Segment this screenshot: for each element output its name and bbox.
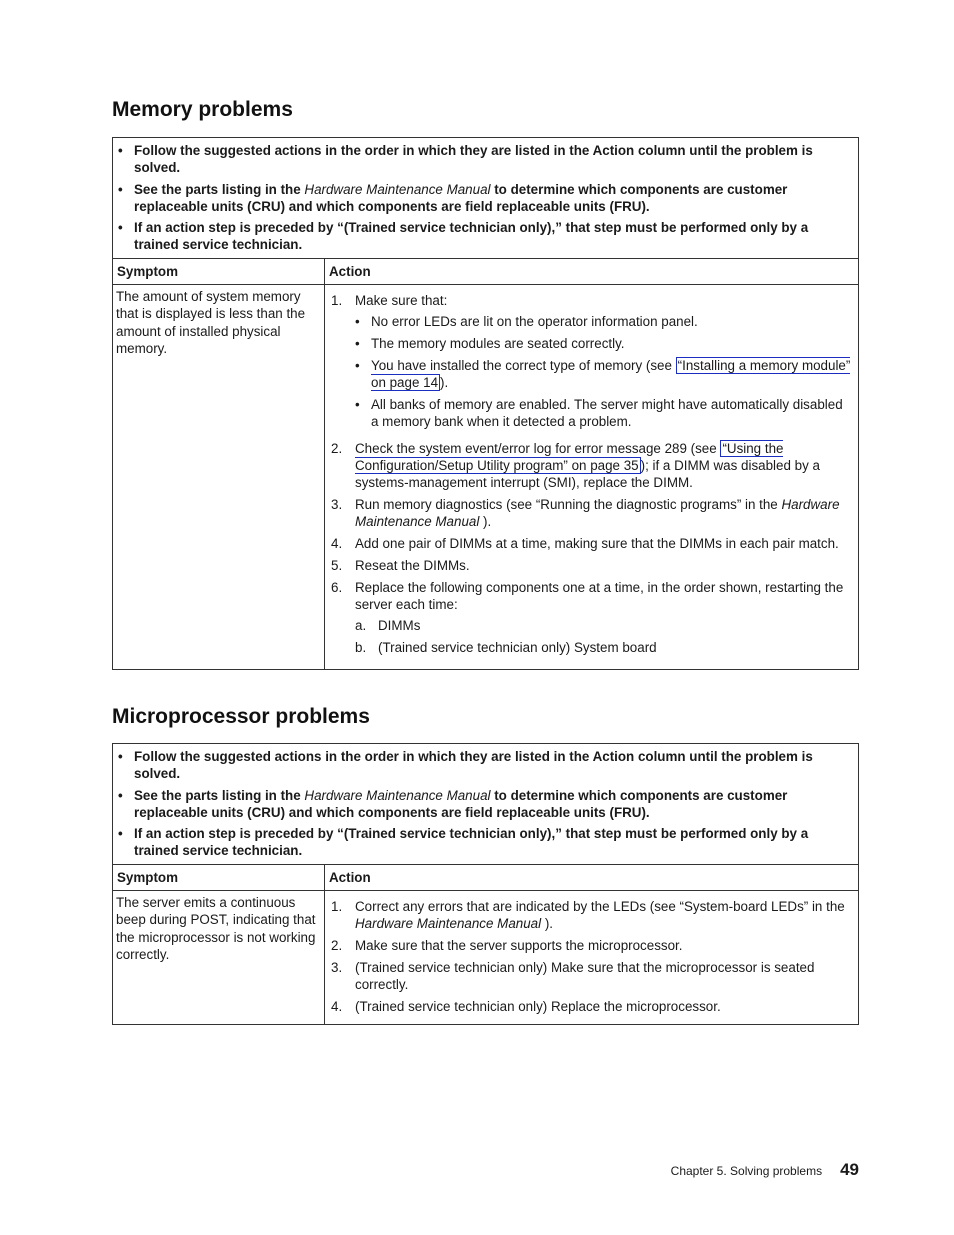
sub-item <box>355 639 852 656</box>
note-text: Follow the suggested actions in the order in which they are listed in the Action column until the problem is solved. <box>134 749 813 782</box>
sub-item-letter: a. <box>355 618 367 634</box>
note-text-post: to determine which components are customer replaceable units (CRU) and which components are field replaceable units (FRU). <box>134 787 788 820</box>
step-number: 1. <box>331 899 343 915</box>
symptom-header: Symptom <box>113 259 325 284</box>
step-text: Make sure that: <box>355 293 448 309</box>
table-row <box>113 891 858 1024</box>
symptom-cell: The amount of system memory that is displayed is less than the amount of installed physical memory. <box>113 285 325 669</box>
sub-item <box>355 313 852 330</box>
note-text-pre: See the parts listing in the <box>134 787 305 803</box>
step-number: 1. <box>331 293 343 309</box>
step-number: 5. <box>331 557 343 573</box>
note-text-pre: See the parts listing in the <box>134 181 305 197</box>
step-number: 2. <box>331 440 343 456</box>
action-header: Action <box>329 869 371 885</box>
manual-title: Hardware Maintenance Manual <box>355 916 542 932</box>
step-5 <box>329 557 852 574</box>
bullet-icon: • <box>118 143 123 158</box>
step-number: 4. <box>331 999 343 1015</box>
text-pre: Correct any errors that are indicated by the LEDs (see “System-board LEDs” in the <box>355 899 845 915</box>
sub-item-text: (Trained service technician only) System board <box>378 640 657 656</box>
microprocessor-note-2 <box>117 787 852 822</box>
bullet-icon: • <box>355 314 360 330</box>
note-text: Follow the suggested actions in the order in which they are listed in the Action column until the problem is solved. <box>134 143 813 176</box>
memory-note-3 <box>117 219 852 254</box>
text-pre: Check the system event/error log for error message 289 (see <box>355 440 721 456</box>
sub-item <box>355 617 852 634</box>
bullet-icon: • <box>355 336 360 352</box>
page-number: 49 <box>840 1160 859 1179</box>
sub-item <box>355 396 852 431</box>
sub-item-letter: b. <box>355 640 367 656</box>
step-text: Make sure that the server supports the microprocessor. <box>355 938 683 954</box>
bullet-icon: • <box>355 357 360 373</box>
action-steps <box>329 898 852 1015</box>
sub-list <box>355 617 852 656</box>
microprocessor-notes <box>113 744 858 865</box>
sub-item <box>355 357 852 392</box>
text-post: ). <box>479 514 492 530</box>
text-pre: Run memory diagnostics (see “Running the diagnostic programs” in the <box>355 497 782 513</box>
memory-note-1 <box>117 142 852 177</box>
table-header-row <box>113 259 858 285</box>
step-text <box>355 440 852 492</box>
step-text <box>355 496 852 531</box>
step-number: 3. <box>331 959 343 975</box>
step-number: 3. <box>331 497 343 513</box>
step-number: 4. <box>331 536 343 552</box>
step-text: Replace the following components one at a time, in the order shown, restarting the server each time: <box>355 579 844 613</box>
manual-title: Hardware Maintenance Manual <box>304 181 491 197</box>
action-cell <box>325 891 858 1024</box>
action-steps <box>329 292 852 661</box>
step-text: Add one pair of DIMMs at a time, making sure that the DIMMs in each pair match. <box>355 536 839 552</box>
step-text: Reseat the DIMMs. <box>355 557 470 573</box>
step-1 <box>329 292 852 435</box>
sub-item-text: The memory modules are seated correctly. <box>371 336 625 352</box>
bullet-icon: • <box>118 220 123 236</box>
symptom-cell: The server emits a continuous beep during POST, indicating that the microprocessor is not working correctly. <box>113 891 325 1024</box>
bullet-icon: • <box>118 787 123 803</box>
memory-problems-table <box>112 137 859 670</box>
step-3 <box>329 959 852 994</box>
text-post: ). <box>440 375 449 391</box>
step-2 <box>329 440 852 492</box>
step-2 <box>329 937 852 954</box>
memory-notes <box>113 138 858 259</box>
bullet-icon: • <box>118 749 123 764</box>
symptom-header: Symptom <box>113 865 325 890</box>
note-text-post: to determine which components are customer replaceable units (CRU) and which components are field replaceable units (FRU). <box>134 181 788 214</box>
text-post: ). <box>541 916 553 932</box>
microprocessor-problems-table <box>112 743 859 1025</box>
action-header: Action <box>329 263 371 279</box>
sub-item-text: No error LEDs are lit on the operator information panel. <box>371 314 698 330</box>
step-number: 6. <box>331 579 343 595</box>
step-3 <box>329 496 852 531</box>
sub-item-text: DIMMs <box>378 618 421 634</box>
sub-item-text: All banks of memory are enabled. The server might have automatically disabled a memory bank when it detected a problem. <box>371 397 843 430</box>
note-text: If an action step is preceded by “(Trained service technician only),” that step must be performed only by a trained service technician. <box>134 826 809 859</box>
step-text: (Trained service technician only) Replace the microprocessor. <box>355 999 721 1015</box>
bullet-icon: • <box>118 181 123 197</box>
step-6 <box>329 579 852 661</box>
sub-item-text <box>371 357 852 392</box>
step-text <box>355 898 852 933</box>
memory-note-2 <box>117 181 852 216</box>
page-footer <box>671 1160 859 1180</box>
microprocessor-section-title: Microprocessor problems <box>112 705 370 728</box>
text-pre: You have installed the correct type of memory (see <box>371 357 676 373</box>
step-1 <box>329 898 852 933</box>
step-4 <box>329 535 852 552</box>
step-text: (Trained service technician only) Make sure that the microprocessor is seated correctly. <box>355 959 815 993</box>
table-header-row <box>113 865 858 891</box>
note-text: If an action step is preceded by “(Trained service technician only),” that step must be performed only by a trained service technician. <box>134 220 809 253</box>
bullet-icon: • <box>118 826 123 842</box>
manual-title: Hardware Maintenance Manual <box>304 787 491 803</box>
microprocessor-note-3 <box>117 825 852 860</box>
sub-item <box>355 335 852 352</box>
table-row <box>113 285 858 669</box>
text-post: ); if a DIMM was disabled by a systems-management interrupt (SMI), replace the DIMM. <box>355 457 820 491</box>
manual-title: Hardware Maintenance Manual <box>355 497 840 530</box>
config-setup-utility-link[interactable]: “Using the Configuration/Setup Utility program” on page 35 <box>355 440 784 473</box>
installing-memory-link[interactable]: “Installing a memory module” on page 14 <box>371 357 851 391</box>
step-4 <box>329 998 852 1015</box>
step-number: 2. <box>331 938 343 954</box>
sub-list <box>355 313 852 430</box>
action-cell <box>325 285 858 669</box>
note-text <box>134 787 852 822</box>
microprocessor-note-1 <box>117 748 852 783</box>
note-text <box>134 181 852 216</box>
chapter-label: Chapter 5. Solving problems <box>670 1164 823 1178</box>
bullet-icon: • <box>355 397 360 413</box>
memory-section-title: Memory problems <box>112 98 293 121</box>
